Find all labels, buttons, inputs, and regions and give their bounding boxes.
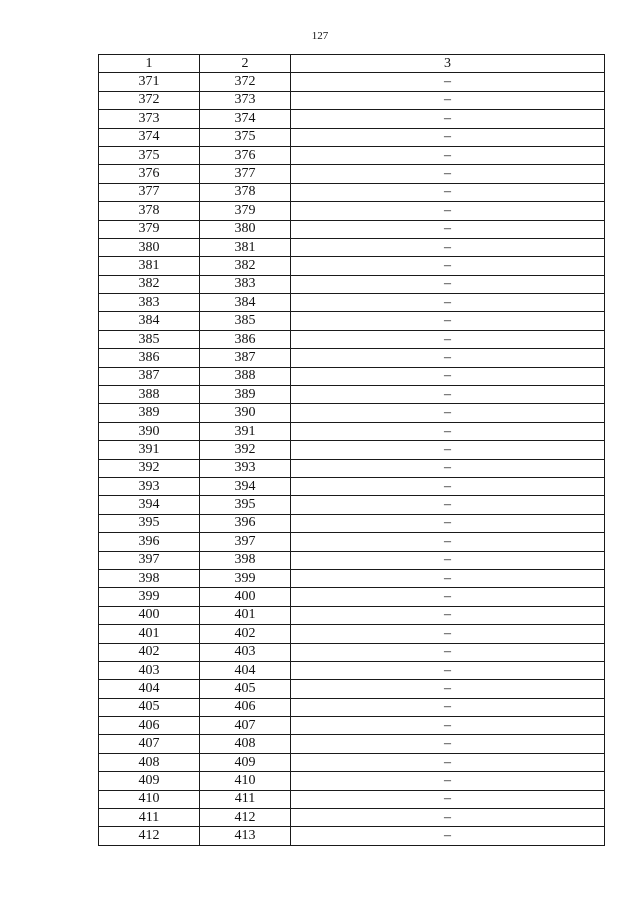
- table-row: [99, 73, 605, 91]
- table-row: [99, 349, 605, 367]
- table-cell-col-3: –: [291, 404, 605, 422]
- table-cell-col-1: 378: [99, 202, 200, 220]
- table-cell-col-1: 381: [99, 257, 200, 275]
- table-cell-col-3: –: [291, 202, 605, 220]
- table-row: [99, 128, 605, 146]
- table-cell-col-1: 387: [99, 367, 200, 385]
- table-cell-col-2: 379: [200, 202, 291, 220]
- table-cell-col-3: –: [291, 698, 605, 716]
- column-header-3: 3: [291, 55, 605, 73]
- table-cell-col-3: –: [291, 349, 605, 367]
- table-cell-col-2: 397: [200, 533, 291, 551]
- table-cell-col-2: 374: [200, 110, 291, 128]
- table-cell-col-3: –: [291, 257, 605, 275]
- table-cell-col-2: 390: [200, 404, 291, 422]
- table-row: [99, 661, 605, 679]
- table-cell-col-1: 398: [99, 569, 200, 587]
- table-cell-col-1: 376: [99, 165, 200, 183]
- table-cell-col-2: 377: [200, 165, 291, 183]
- table-cell-col-3: –: [291, 367, 605, 385]
- table-row: [99, 202, 605, 220]
- table-cell-col-1: 377: [99, 183, 200, 201]
- table-row: [99, 753, 605, 771]
- table-cell-col-1: 386: [99, 349, 200, 367]
- table-cell-col-3: –: [291, 477, 605, 495]
- table-cell-col-3: –: [291, 312, 605, 330]
- table-cell-col-2: 378: [200, 183, 291, 201]
- table-cell-col-2: 394: [200, 477, 291, 495]
- table-row: [99, 569, 605, 587]
- table-row: [99, 680, 605, 698]
- table-cell-col-2: 384: [200, 294, 291, 312]
- table-cell-col-2: 413: [200, 827, 291, 845]
- table-cell-col-1: 395: [99, 514, 200, 532]
- table-body: [99, 73, 605, 845]
- table-cell-col-2: 401: [200, 606, 291, 624]
- table-cell-col-3: –: [291, 128, 605, 146]
- table-cell-col-3: –: [291, 735, 605, 753]
- table-cell-col-2: 386: [200, 330, 291, 348]
- table-cell-col-3: –: [291, 790, 605, 808]
- table-cell-col-3: –: [291, 588, 605, 606]
- table-cell-col-3: –: [291, 110, 605, 128]
- table-cell-col-2: 376: [200, 146, 291, 164]
- table-row: [99, 827, 605, 845]
- table-row: [99, 551, 605, 569]
- table-row: [99, 514, 605, 532]
- table-cell-col-1: 411: [99, 809, 200, 827]
- table-header-row: [99, 55, 605, 73]
- table-row: [99, 606, 605, 624]
- table-cell-col-1: 394: [99, 496, 200, 514]
- table-cell-col-1: 385: [99, 330, 200, 348]
- table-row: [99, 422, 605, 440]
- table-cell-col-1: 382: [99, 275, 200, 293]
- table-cell-col-2: 389: [200, 386, 291, 404]
- table-cell-col-2: 396: [200, 514, 291, 532]
- table-cell-col-1: 409: [99, 772, 200, 790]
- table-row: [99, 404, 605, 422]
- table-cell-col-2: 405: [200, 680, 291, 698]
- table-cell-col-2: 408: [200, 735, 291, 753]
- table-row: [99, 698, 605, 716]
- table-cell-col-3: –: [291, 165, 605, 183]
- table-cell-col-2: 395: [200, 496, 291, 514]
- table-row: [99, 183, 605, 201]
- table-row: [99, 238, 605, 256]
- table-cell-col-1: 389: [99, 404, 200, 422]
- table-cell-col-2: 373: [200, 91, 291, 109]
- table-cell-col-1: 384: [99, 312, 200, 330]
- table-cell-col-3: –: [291, 441, 605, 459]
- table-cell-col-2: 388: [200, 367, 291, 385]
- table-cell-col-1: 380: [99, 238, 200, 256]
- table-cell-col-1: 392: [99, 459, 200, 477]
- table-row: [99, 643, 605, 661]
- table-row: [99, 220, 605, 238]
- table-cell-col-3: –: [291, 459, 605, 477]
- table-cell-col-2: 383: [200, 275, 291, 293]
- table-cell-col-3: –: [291, 330, 605, 348]
- table-cell-col-3: –: [291, 551, 605, 569]
- table-cell-col-1: 391: [99, 441, 200, 459]
- table-cell-col-2: 381: [200, 238, 291, 256]
- table-cell-col-2: 385: [200, 312, 291, 330]
- table-cell-col-1: 383: [99, 294, 200, 312]
- table-cell-col-3: –: [291, 220, 605, 238]
- table-cell-col-1: 373: [99, 110, 200, 128]
- column-header-1: 1: [99, 55, 200, 73]
- table-cell-col-1: 388: [99, 386, 200, 404]
- table-cell-col-2: 407: [200, 717, 291, 735]
- table-cell-col-3: –: [291, 146, 605, 164]
- table-cell-col-2: 391: [200, 422, 291, 440]
- table-cell-col-3: –: [291, 496, 605, 514]
- table-cell-col-3: –: [291, 294, 605, 312]
- table-row: [99, 809, 605, 827]
- table-cell-col-1: 379: [99, 220, 200, 238]
- table-cell-col-3: –: [291, 717, 605, 735]
- table-cell-col-2: 399: [200, 569, 291, 587]
- table-row: [99, 312, 605, 330]
- table-cell-col-3: –: [291, 661, 605, 679]
- table-row: [99, 257, 605, 275]
- column-header-2: 2: [200, 55, 291, 73]
- table-cell-col-3: –: [291, 772, 605, 790]
- table-cell-col-3: –: [291, 73, 605, 91]
- table-cell-col-2: 380: [200, 220, 291, 238]
- table-cell-col-3: –: [291, 680, 605, 698]
- page-number: 127: [311, 30, 329, 42]
- table-row: [99, 459, 605, 477]
- table-cell-col-2: 400: [200, 588, 291, 606]
- table-row: [99, 790, 605, 808]
- table-cell-col-2: 402: [200, 625, 291, 643]
- table-cell-col-2: 372: [200, 73, 291, 91]
- table-cell-col-3: –: [291, 183, 605, 201]
- table-row: [99, 367, 605, 385]
- table-cell-col-3: –: [291, 643, 605, 661]
- table-cell-col-1: 401: [99, 625, 200, 643]
- table-cell-col-3: –: [291, 514, 605, 532]
- table-row: [99, 735, 605, 753]
- table-cell-col-1: 410: [99, 790, 200, 808]
- table-cell-col-3: –: [291, 386, 605, 404]
- table-cell-col-2: 411: [200, 790, 291, 808]
- data-table: [98, 54, 605, 846]
- table-cell-col-3: –: [291, 533, 605, 551]
- table-cell-col-1: 406: [99, 717, 200, 735]
- table-cell-col-1: 400: [99, 606, 200, 624]
- table-row: [99, 717, 605, 735]
- table-cell-col-3: –: [291, 625, 605, 643]
- table-cell-col-1: 405: [99, 698, 200, 716]
- table-row: [99, 533, 605, 551]
- table-row: [99, 496, 605, 514]
- table-cell-col-1: 396: [99, 533, 200, 551]
- table-cell-col-2: 406: [200, 698, 291, 716]
- table-cell-col-1: 403: [99, 661, 200, 679]
- table-cell-col-1: 390: [99, 422, 200, 440]
- table-cell-col-3: –: [291, 275, 605, 293]
- table-cell-col-1: 408: [99, 753, 200, 771]
- table-cell-col-2: 410: [200, 772, 291, 790]
- table-row: [99, 91, 605, 109]
- table-cell-col-1: 374: [99, 128, 200, 146]
- table-cell-col-3: –: [291, 606, 605, 624]
- table-cell-col-1: 404: [99, 680, 200, 698]
- table-cell-col-3: –: [291, 422, 605, 440]
- table-row: [99, 294, 605, 312]
- table-row: [99, 477, 605, 495]
- table-cell-col-1: 393: [99, 477, 200, 495]
- table-cell-col-3: –: [291, 753, 605, 771]
- table-row: [99, 110, 605, 128]
- table-cell-col-2: 404: [200, 661, 291, 679]
- table-cell-col-1: 397: [99, 551, 200, 569]
- table-cell-col-1: 402: [99, 643, 200, 661]
- table-row: [99, 275, 605, 293]
- table-cell-col-2: 412: [200, 809, 291, 827]
- table-cell-col-3: –: [291, 569, 605, 587]
- table-cell-col-3: –: [291, 91, 605, 109]
- table-cell-col-1: 371: [99, 73, 200, 91]
- table-row: [99, 772, 605, 790]
- table-cell-col-2: 375: [200, 128, 291, 146]
- table-cell-col-3: –: [291, 809, 605, 827]
- table-cell-col-3: –: [291, 827, 605, 845]
- table-cell-col-2: 409: [200, 753, 291, 771]
- table-cell-col-2: 387: [200, 349, 291, 367]
- table-row: [99, 588, 605, 606]
- table-cell-col-2: 398: [200, 551, 291, 569]
- table-row: [99, 441, 605, 459]
- table-row: [99, 386, 605, 404]
- table-row: [99, 146, 605, 164]
- table-cell-col-1: 372: [99, 91, 200, 109]
- table-row: [99, 165, 605, 183]
- table-cell-col-2: 392: [200, 441, 291, 459]
- table-cell-col-2: 382: [200, 257, 291, 275]
- table-cell-col-1: 412: [99, 827, 200, 845]
- table-cell-col-2: 403: [200, 643, 291, 661]
- table-cell-col-1: 375: [99, 146, 200, 164]
- table-cell-col-1: 407: [99, 735, 200, 753]
- table-cell-col-2: 393: [200, 459, 291, 477]
- table-cell-col-3: –: [291, 238, 605, 256]
- table-row: [99, 330, 605, 348]
- table-row: [99, 625, 605, 643]
- table-cell-col-1: 399: [99, 588, 200, 606]
